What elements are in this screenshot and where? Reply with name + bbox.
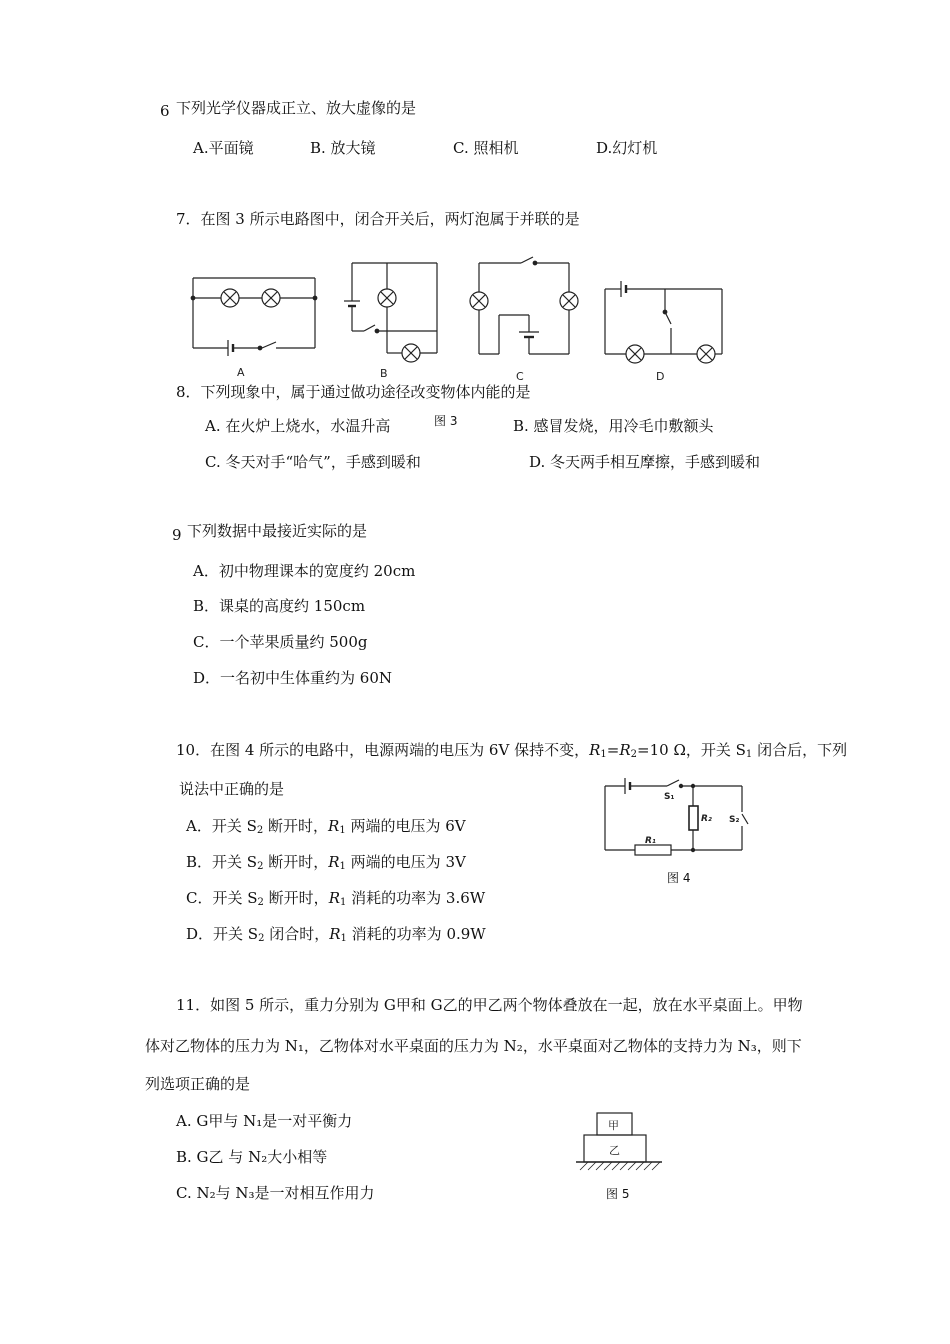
q9-stem: 下列数据中最接近实际的是 — [187, 522, 368, 540]
q9-option-b: B．课桌的高度约 150cm — [193, 597, 366, 615]
q6-option-b: B. 放大镜 — [310, 139, 376, 157]
switch-icon — [364, 325, 375, 331]
q6-option-c: C. 照相机 — [453, 139, 519, 157]
q6-option-d: D.幻灯机 — [596, 139, 658, 157]
figure-5-blocks — [576, 1112, 666, 1180]
q6-option-a: A.平面镜 — [193, 139, 254, 157]
circuit-a-figure — [190, 278, 318, 379]
switch-icon — [665, 312, 671, 324]
q11-line-1: 11．如图 5 所示，重力分别为 G甲和 G乙的甲乙两个物体叠放在一起，放在水平桌面上。甲物 — [176, 996, 803, 1014]
resistor-r2-icon — [689, 806, 698, 830]
switch-icon — [521, 257, 533, 263]
label-yi: 乙 — [609, 1144, 620, 1157]
q11-option-c: C. N₂与 N₃是一对相互作用力 — [176, 1184, 375, 1202]
q8-option-b: B. 感冒发烧，用冷毛巾敷额头 — [513, 417, 714, 435]
q8-option-c: C. 冬天对手“哈气”，手感到暖和 — [205, 453, 421, 471]
figure-5-caption: 图 5 — [606, 1187, 630, 1201]
circuit-c-label: C — [516, 370, 524, 383]
circuit-d-label: D — [656, 370, 665, 383]
q9-option-d: D．一名初中生体重约为 60N — [193, 669, 393, 687]
q9-option-a: A．初中物理课本的宽度约 20cm — [193, 562, 416, 580]
q8-option-a: A. 在火炉上烧水，水温升高 — [205, 417, 391, 435]
label-r1: R₁ — [645, 836, 656, 846]
switch-s2-icon — [742, 814, 748, 824]
label-s1: S₁ — [664, 792, 675, 802]
circuit-b-figure — [340, 263, 440, 380]
q10-option-a: A．开关 $S_2$ 断开时，$R_1$ 两端的电压为 6V — [186, 817, 466, 836]
switch-s1-icon — [667, 780, 679, 786]
q10-stem: 10．在图 4 所示的电路中，电源两端的电压为 6V 保持不变，$R_1=R_2=10$ Ω，开关 $S_1$ 闭合后，下列 — [176, 741, 848, 760]
q9-number: 9 — [172, 526, 182, 544]
q8-option-d: D. 冬天两手相互摩擦，手感到暖和 — [529, 453, 761, 471]
q6-stem: 下列光学仪器成正立、放大虚像的是 — [176, 99, 417, 117]
q10-stem-line2: 说法中正确的是 — [179, 780, 285, 798]
q11-line-3: 列选项正确的是 — [145, 1075, 251, 1093]
circuit-b-label: B — [380, 367, 388, 380]
switch-icon — [262, 342, 276, 348]
label-s2: S₂ — [729, 815, 740, 825]
circuit-c-figure — [469, 260, 581, 383]
resistor-r1-icon — [635, 845, 671, 855]
q11-option-a: A. G甲与 N₁是一对平衡力 — [176, 1112, 353, 1130]
q10-option-c: C．开关 $S_2$ 断开时，$R_1$ 消耗的功率为 3.6W — [186, 889, 486, 908]
circuit-d-figure — [603, 288, 725, 383]
q10-option-b: B．开关 $S_2$ 断开时，$R_1$ 两端的电压为 3V — [186, 853, 466, 872]
q7-stem: 7．在图 3 所示电路图中，闭合开关后，两灯泡属于并联的是 — [176, 210, 580, 228]
q8-stem: 8．下列现象中，属于通过做功途径改变物体内能的是 — [176, 383, 531, 401]
q11-line-2: 体对乙物体的压力为 N₁，乙物体对水平桌面的压力为 N₂，水平桌面对乙物体的支持力为 N₃，则下 — [145, 1037, 802, 1055]
figure-3-caption: 图 3 — [434, 414, 458, 428]
q11-option-b: B. G乙 与 N₂大小相等 — [176, 1148, 328, 1166]
circuit-a-label: A — [237, 366, 245, 379]
label-r2: R₂ — [701, 814, 712, 824]
figure-4-caption: 图 4 — [667, 871, 691, 885]
figure-4-circuit — [603, 784, 745, 854]
q10-option-d: D．开关 $S_2$ 闭合时，$R_1$ 消耗的功率为 0.9W — [186, 925, 486, 944]
label-jia: 甲 — [608, 1119, 619, 1132]
q9-option-c: C．一个苹果质量约 500g — [193, 633, 368, 651]
q6-number: 6 — [160, 102, 170, 120]
